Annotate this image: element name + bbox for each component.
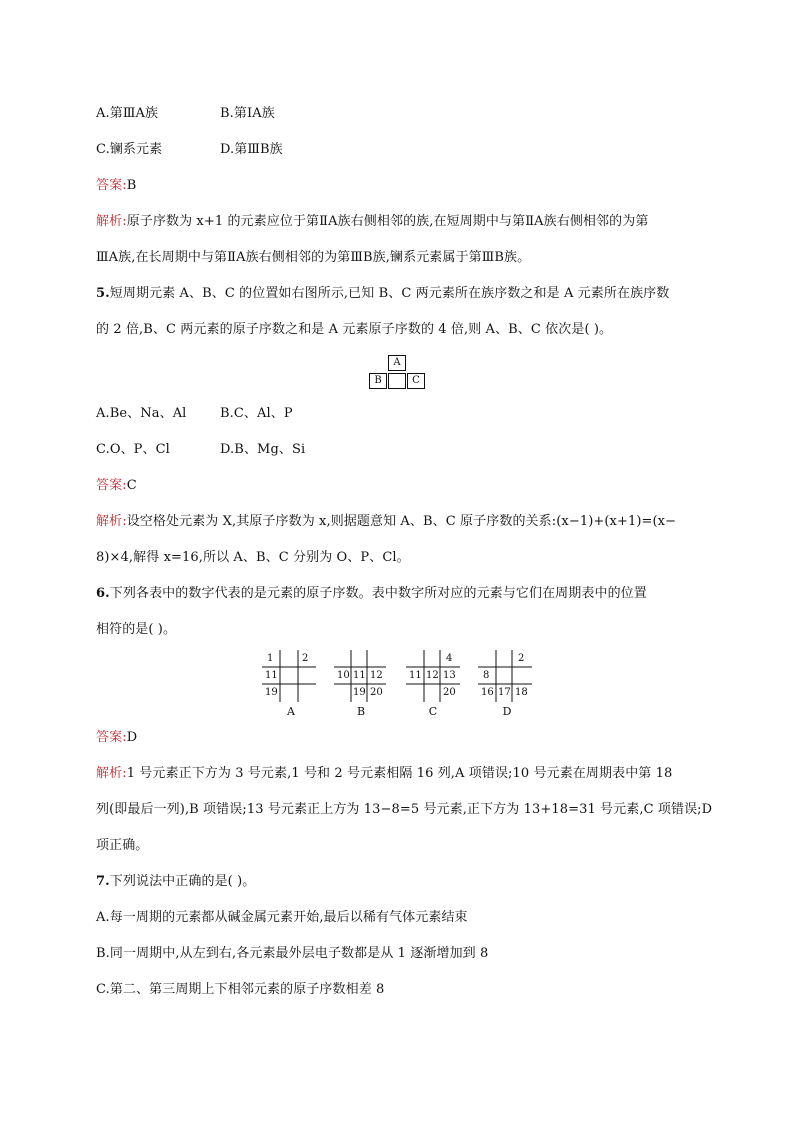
q7-option-c-line: [96, 980, 698, 1000]
q5-explanation-line-1: [96, 512, 698, 532]
q5-stem-line-1: [96, 284, 698, 304]
q4-answer: [96, 176, 698, 196]
q5-answer: [96, 476, 698, 496]
q7-option-b: B.同一周期中,从左到右,各元素最外层电子数都是从 1 逐渐增加到 8: [96, 946, 489, 961]
q5-position-figure: [369, 355, 426, 390]
q6-table-b: [334, 650, 392, 718]
q6-explain-text-2: 列(即最后一列),B 项错误;13 号元素正上方为 13−8=5 号元素,正下方为 13+18=31 号元素,C 项错误;D: [96, 802, 713, 817]
q7-option-a-line: [96, 908, 698, 928]
q4-explanation-line-1: [96, 212, 698, 232]
q6-table-c-num-4: 13: [443, 670, 456, 681]
q6-explanation-line-2: [96, 800, 713, 820]
q6-table-c: [406, 650, 464, 718]
q5-number: 5.: [96, 286, 110, 301]
q6-table-a-num-2: 2: [302, 653, 309, 664]
q7-option-c: C.第二、第三周期上下相邻元素的原子序数相差 8: [96, 982, 385, 997]
q6-number: 6.: [96, 586, 110, 601]
q5-option-a: A.Be、Na、Al: [96, 406, 187, 421]
q5-figure-cell-b: B: [369, 373, 387, 389]
q4-explain-text-2: ⅢA族,在长周期中与第ⅡA族右侧相邻的为第ⅢB族,镧系元素属于第ⅢB族。: [96, 250, 531, 265]
q6-table-d-num-2: 8: [483, 670, 490, 681]
q6-explanation-line-3: [96, 836, 698, 856]
q6-table-c-num-5: 20: [443, 687, 456, 698]
q6-explain-label: 解析:: [96, 766, 127, 781]
q5-answer-label: 答案:: [96, 478, 127, 493]
q6-table-c-num-1: 4: [446, 653, 453, 664]
q7-number: 7.: [96, 874, 110, 889]
q5-explain-label: 解析:: [96, 514, 127, 529]
q4-option-a: A.第ⅢA族: [96, 106, 159, 121]
q6-table-d-num-1: 2: [518, 653, 525, 664]
q6-table-a-num-1: 1: [267, 653, 274, 664]
q6-tables-figure: [260, 650, 536, 720]
q7-option-a: A.每一周期的元素都从碱金属元素开始,最后以稀有气体元素结束: [96, 910, 468, 925]
q5-figure-cell-a: A: [388, 355, 406, 371]
q5-stem-2: 的 2 倍,B、C 两元素的原子序数之和是 A 元素原子序数的 4 倍,则 A、B、C 依次是( )。: [96, 322, 613, 337]
q5-figure-cell-c: C: [407, 373, 425, 389]
q5-option-d: D.B、Mg、Si: [220, 442, 306, 457]
q5-stem-1: 短周期元素 A、B、C 的位置如右图所示,已知 B、C 两元素所在族序数之和是 A 元素所在族序数: [109, 286, 670, 301]
q5-figure-cell-empty: [388, 373, 406, 389]
q6-table-b-label: B: [356, 705, 366, 718]
q7-stem: [96, 872, 698, 892]
q6-table-a-num-4: 19: [265, 687, 278, 698]
q6-table-d-num-5: 18: [515, 687, 528, 698]
q4-option-d: D.第ⅢB族: [220, 142, 283, 157]
q6-table-c-num-2: 11: [409, 670, 422, 681]
q6-stem-line-2: [96, 620, 698, 640]
q6-explain-text-1: 1 号元素正下方为 3 号元素,1 号和 2 号元素相隔 16 列,A 项错误;10 号元素在周期表中第 18: [126, 766, 673, 781]
q6-answer: [96, 728, 698, 748]
q6-table-b-num-2: 11: [353, 670, 366, 681]
q4-option-c: C.镧系元素: [96, 142, 163, 157]
q4-explanation-line-2: [96, 248, 698, 268]
q5-explanation-line-2: [96, 548, 698, 568]
q4-explain-label: 解析:: [96, 214, 127, 229]
q4-option-b: B.第ⅠA族: [220, 106, 275, 121]
q6-explanation-line-1: [96, 764, 698, 784]
q6-table-d-label: D: [502, 705, 512, 718]
q6-answer-label: 答案:: [96, 730, 127, 745]
q5-options-row-2: [96, 440, 698, 460]
q5-options-row-1: [96, 404, 698, 424]
q6-explain-text-3: 项正确。: [96, 838, 149, 853]
q5-stem-line-2: [96, 320, 698, 340]
q6-table-a-label: A: [287, 705, 295, 718]
q6-stem-2: 相符的是( )。: [96, 622, 177, 637]
q6-table-d: [478, 650, 536, 718]
q6-table-b-num-4: 19: [353, 687, 366, 698]
q4-answer-value: B: [126, 178, 137, 193]
q5-explain-text-1: 设空格处元素为 X,其原子序数为 x,则据题意知 A、B、C 原子序数的关系:(x−1)+(x+1)=(x−: [126, 514, 677, 529]
q6-table-b-num-3: 12: [370, 670, 383, 681]
q4-options-row-2: [96, 140, 698, 160]
q6-table-c-label: C: [428, 705, 438, 718]
q4-answer-label: 答案:: [96, 178, 127, 193]
q6-table-a: [262, 650, 320, 718]
q6-table-b-num-1: 10: [337, 670, 350, 681]
q5-explain-text-2: 8)×4,解得 x=16,所以 A、B、C 分别为 O、P、Cl。: [96, 550, 410, 565]
q6-answer-value: D: [126, 730, 138, 745]
q7-option-b-line: [96, 944, 698, 964]
q6-table-c-num-3: 12: [426, 670, 439, 681]
q7-stem-text: 下列说法中正确的是( )。: [109, 874, 256, 889]
q6-table-a-num-3: 11: [265, 670, 278, 681]
q5-answer-value: C: [126, 478, 137, 493]
q6-table-d-num-4: 17: [498, 687, 511, 698]
q4-options-row-1: [96, 104, 698, 124]
q5-option-b: B.C、Al、P: [220, 406, 293, 421]
q6-table-b-num-5: 20: [370, 687, 383, 698]
q4-explain-text-1: 原子序数为 x+1 的元素应位于第ⅡA族右侧相邻的族,在短周期中与第ⅡA族右侧相邻的为第: [126, 214, 649, 229]
q6-stem-1: 下列各表中的数字代表的是元素的原子序数。表中数字所对应的元素与它们在周期表中的位置: [109, 586, 647, 601]
q5-option-c: C.O、P、Cl: [96, 442, 170, 457]
q6-stem-line-1: [96, 584, 698, 604]
q6-table-d-num-3: 16: [481, 687, 494, 698]
